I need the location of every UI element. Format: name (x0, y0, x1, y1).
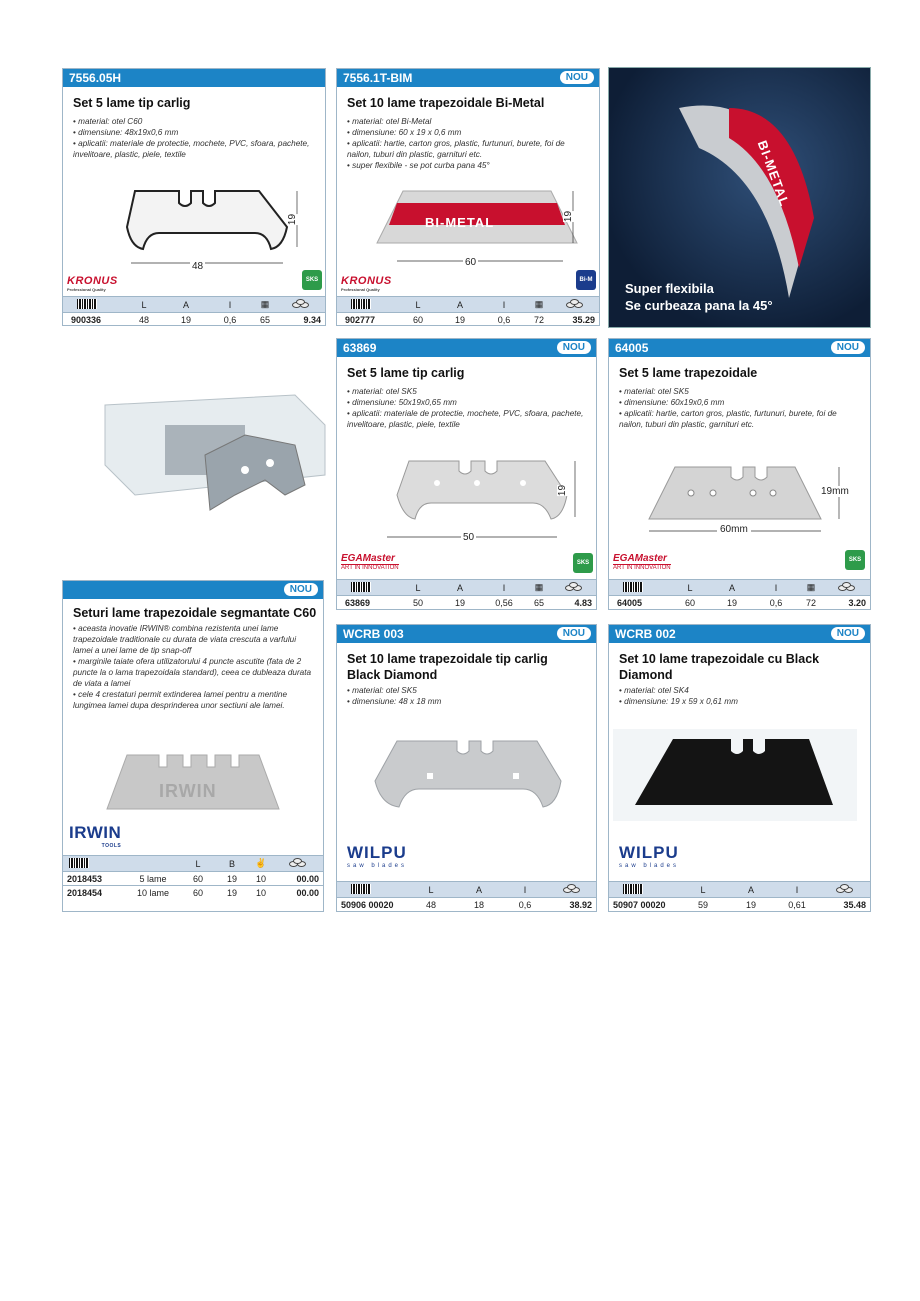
wilpu-logo: WILPU saw blades (619, 843, 680, 869)
spec-item: • material: otel SK5 (619, 386, 862, 397)
spec-list (337, 683, 596, 707)
product-code-header: WCRB 003 NOU (337, 625, 596, 643)
table-row: 2018453 5 lame 60 19 10 00.00 (63, 871, 323, 885)
spec-table-header: L A I ▦ (337, 579, 596, 595)
spec-table-header: L A I ▦ (337, 296, 599, 312)
dimension-width: 50 (463, 532, 475, 543)
barcode-icon (69, 858, 89, 868)
price-coins-icon (836, 582, 858, 592)
hook-blade-photo (367, 737, 567, 821)
product-title: Seturi lame trapezoidale segmantate C60 (73, 606, 317, 620)
spec-table-header: L A I (337, 881, 596, 897)
dimension-height: 19 (557, 484, 569, 497)
spec-item: • material: otel SK4 (619, 685, 862, 696)
kronus-logo: KRONUS Professional Quality (341, 275, 392, 292)
barcode-icon (77, 299, 97, 309)
new-badge: NOU (557, 341, 591, 354)
table-row: 64005 60 19 0,6 72 3.20 (609, 595, 870, 609)
spec-table (337, 881, 596, 911)
photo-blade-label: BI-METAL (754, 138, 793, 209)
product-card-wcrb-003 (336, 624, 597, 912)
dimension-width: 60 (465, 257, 477, 268)
hand-icon: ✌ (255, 858, 267, 868)
table-row: 50906 00020 48 18 0,6 38.92 (337, 897, 596, 911)
new-badge: NOU (831, 341, 865, 354)
package-icon: ▦ (806, 582, 816, 592)
price-coins-icon (834, 884, 856, 894)
irwin-logo: IRWIN TOOLS (69, 823, 122, 849)
wilpu-logo: WILPU saw blades (347, 843, 408, 869)
new-badge: NOU (284, 583, 318, 596)
product-code-header: 7556.1T-BIM NOU (337, 69, 599, 87)
package-icon: ▦ (534, 299, 544, 309)
spec-item: • material: otel SK5 (347, 685, 588, 696)
barcode-icon (623, 582, 643, 592)
dimension-height: 19 (563, 210, 575, 223)
spec-table (337, 579, 596, 609)
product-code-header: 63869 NOU (337, 339, 596, 357)
spec-item: • super flexibile - se pot curba pana 45° (347, 160, 591, 171)
spec-table (609, 881, 870, 911)
col-a: A (182, 299, 189, 310)
spec-item: • dimensiune: 48 x 18 mm (347, 696, 588, 707)
spec-list (63, 621, 323, 711)
spec-table (63, 855, 323, 899)
trapezoid-blade-drawing (645, 463, 865, 543)
spec-item: • aplicatii: materiale de protectie, mochete, PVC, sfoara, pachete, invelitoare, plastic, piele, textile (347, 408, 588, 430)
product-card-64005 (608, 338, 871, 610)
sks-badge: SKS (845, 550, 865, 570)
product-code-header: WCRB 002 NOU (609, 625, 870, 643)
product-card-7556-05h (62, 68, 326, 326)
product-title: Set 10 lame trapezoidale cu Black Diamond (619, 652, 820, 682)
bimetal-badge: Bi-M (576, 270, 596, 290)
product-title: Set 10 lame trapezoidale Bi-Metal (347, 96, 545, 110)
new-badge: NOU (557, 627, 591, 640)
table-row: 63869 50 19 0,56 65 4.83 (337, 595, 596, 609)
hook-blade-drawing (377, 457, 587, 543)
hook-blade-drawing (107, 187, 307, 273)
dimension-width: 60mm (717, 524, 751, 535)
price-coins-icon (563, 582, 585, 592)
product-header (63, 581, 323, 599)
spec-item: • aceasta inovatie IRWIN® combina rezistenta unei lame trapezoidale traditionale cu durata de viata crescuta a varfului lamei a unei lame de tip snap-off (73, 623, 315, 656)
spec-list (337, 381, 596, 430)
spec-table-header (63, 296, 325, 312)
spec-item: • aplicatii: hartie, carton gros, plastic, furtunuri, burete, foi de nailon, tuburi din plastic, garnituri etc. (619, 408, 862, 430)
product-title: Set 10 lame trapezoidale tip carlig Black Diamond (347, 652, 548, 682)
barcode-icon (623, 884, 643, 894)
product-card-63869 (336, 338, 597, 610)
product-card-irwin-segmented (62, 580, 324, 912)
spec-table (63, 296, 325, 326)
egamaster-logo: EGAMaster ART IN INNOVATION (341, 553, 399, 571)
package-icon: ▦ (534, 582, 544, 592)
spec-item: • aplicatii: materiale de protectie, mochete, PVC, sfoara, pachete, invelitoare, plastic, piele, textile (73, 138, 317, 160)
kronus-logo: KRONUS Professional Quality (67, 275, 118, 292)
spec-item: • cele 4 crestaturi permit extinderea lamei pentru a mentine lungimea lamei dupa desprinderea unor sectiuni ale lamei. (73, 689, 315, 711)
product-title: Set 5 lame tip carlig (347, 366, 465, 380)
spec-item: • material: otel Bi-Metal (347, 116, 591, 127)
dimension-height: 19mm (821, 486, 849, 497)
product-card-7556-1t-bim (336, 68, 600, 326)
barcode-icon (351, 884, 371, 894)
spec-item: • dimensiune: 60x19x0,6 mm (619, 397, 862, 408)
barcode-icon (351, 299, 371, 309)
price-coins-icon (287, 858, 309, 868)
col-l: L (141, 299, 147, 310)
spec-table-header: L B ✌ (63, 855, 323, 871)
new-badge: NOU (560, 71, 594, 84)
spec-table-header: L A I ▦ (609, 579, 870, 595)
spec-item: • material: otel SK5 (347, 386, 588, 397)
sks-badge: SKS (573, 553, 593, 573)
table-row: 900336 48 19 0,6 65 9.34 (63, 312, 325, 326)
table-row: 2018454 10 lame 60 19 10 00.00 (63, 885, 323, 899)
spec-item: • dimensiune: 19 x 59 x 0,61 mm (619, 696, 862, 707)
spec-item: • dimensiune: 48x19x0,6 mm (73, 127, 317, 138)
product-code-header: 7556.05H (63, 69, 325, 87)
spec-list (609, 381, 870, 430)
black-diamond-blade-photo (613, 729, 857, 821)
spec-table-header: L A I (609, 881, 870, 897)
spec-item: • dimensiune: 60 x 19 x 0,6 mm (347, 127, 591, 138)
table-row: 902777 60 19 0,6 72 35.29 (337, 312, 599, 326)
price-coins-icon (561, 884, 583, 894)
spec-item: • dimensiune: 50x19x0,65 mm (347, 397, 588, 408)
dimension-width: 48 (192, 261, 204, 272)
blade-label: BI-METAL (425, 215, 495, 230)
col-i: I (228, 299, 232, 310)
product-card-wcrb-002 (608, 624, 871, 912)
egamaster-logo: EGAMaster ART IN INNOVATION (613, 553, 671, 571)
spec-list (609, 683, 870, 707)
blade-dispenser-photo (95, 385, 335, 525)
spec-table (337, 296, 599, 326)
price-coins-icon (564, 299, 586, 309)
table-row: 50907 00020 59 19 0,61 35.48 (609, 897, 870, 911)
blade-engraving: IRWIN (159, 781, 217, 801)
product-code-header: 64005 NOU (609, 339, 870, 357)
dimension-height: 19 (287, 213, 299, 226)
spec-item: • marginile taiate ofera utilizatorului 4 puncte ascutite (fata de 2 puncte la o lama trapezoidala standard), ceea ce dubleaza durata de viata a lamei (73, 656, 315, 689)
sks-badge: SKS (302, 270, 322, 290)
spec-item: • aplicatii: hartie, carton gros, plastic, furtunuri, burete, foi de nailon, tuburi din plastic, garnituri etc. (347, 138, 591, 160)
price-coins-icon (290, 299, 312, 309)
bimetal-flex-photo (608, 67, 871, 328)
spec-list (63, 111, 325, 160)
product-title: Set 5 lame tip carlig (73, 96, 191, 110)
photo-caption: Super flexibila Se curbeaza pana la 45° (625, 281, 773, 313)
new-badge: NOU (831, 627, 865, 640)
spec-item: • material: otel C60 (73, 116, 317, 127)
spec-list (337, 111, 599, 171)
barcode-icon (351, 582, 371, 592)
package-icon: ▦ (260, 299, 270, 309)
spec-table (609, 579, 870, 609)
product-title: Set 5 lame trapezoidale (619, 366, 758, 380)
